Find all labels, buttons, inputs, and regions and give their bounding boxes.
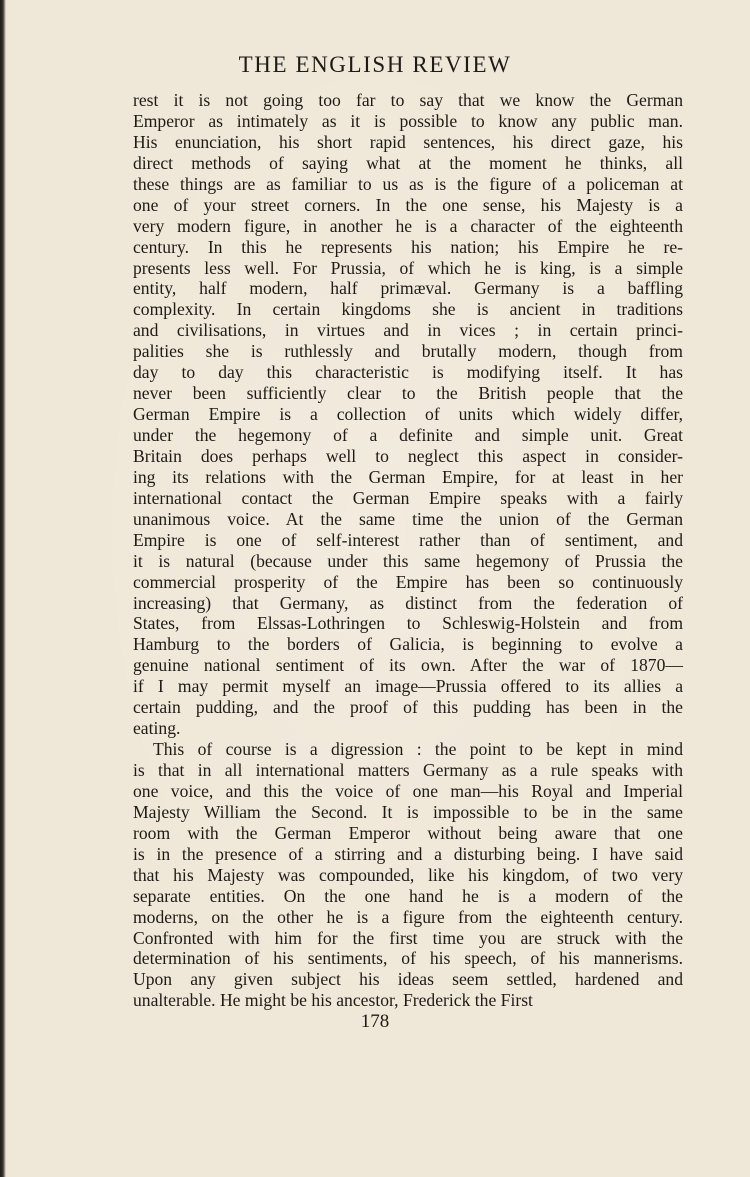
text-line: these things are as familiar to us as is the figure of a policeman at: [133, 173, 683, 194]
text-line: complexity. In certain kingdoms she is ancient in traditions: [133, 299, 683, 320]
text-line: This of course is a digression : the point to be kept in mind: [153, 739, 683, 760]
text-line: Confronted with him for the first time you are struck with the: [133, 927, 683, 948]
text-line: Upon any given subject his ideas seem settled, hardened and: [133, 969, 683, 990]
text-line: German Empire is a collection of units which widely differ,: [133, 404, 683, 425]
text-line: under the hegemony of a definite and simple unit. Great: [133, 425, 683, 445]
text-line: separate entities. On the one hand he is a modern of the: [133, 885, 683, 906]
text-line: Britain does perhaps well to neglect this aspect in consider-: [133, 445, 683, 466]
text-line: presents less well. For Prussia, of which he is king, is a simple: [133, 257, 683, 278]
text-line: genuine national sentiment of its own. After the war of 1870—: [133, 655, 683, 676]
running-head: THE ENGLISH REVIEW: [238, 52, 512, 77]
text-line: Hamburg to the borders of Galicia, is beginning to evolve a: [133, 634, 683, 655]
text-line: very modern figure, in another he is a character of the eighteenth: [133, 215, 683, 236]
text-line: it is natural (because under this same hegemony of Prussia the: [133, 550, 683, 571]
page-binding-edge: [0, 0, 6, 1177]
text-line: increasing) that Germany, as distinct from the federation of: [133, 592, 683, 613]
text-line: international contact the German Empire speaks with a fairly: [133, 487, 683, 508]
page-number: 178: [360, 1011, 390, 1032]
text-line: commercial prosperity of the Empire has been so continuously: [133, 571, 683, 592]
text-line: is that in all international matters Germany as a rule speaks with: [133, 760, 683, 780]
text-line: moderns, on the other he is a figure from the eighteenth century.: [133, 906, 683, 927]
text-line: Emperor as intimately as it is possible to know any public man.: [133, 110, 683, 131]
body-text: [133, 90, 683, 1011]
paragraph: [133, 739, 683, 1011]
text-line: States, from Elssas-Lothringen to Schleswig-Holstein and from: [133, 613, 683, 634]
text-line: eating.: [133, 718, 181, 739]
text-line: is in the presence of a stirring and a disturbing being. I have said: [133, 843, 683, 864]
text-line: room with the German Emperor without being aware that one: [133, 822, 683, 843]
text-line: direct methods of saying what at the moment he thinks, all: [133, 152, 683, 173]
text-line: Majesty William the Second. It is impossible to be in the same: [133, 801, 683, 822]
text-line: entity, half modern, half primæval. Germany is a baffling: [133, 278, 683, 299]
text-line: certain pudding, and the proof of this pudding has been in the: [133, 697, 683, 718]
text-line: Empire is one of self-interest rather than of sentiment, and: [133, 529, 683, 550]
text-line: one voice, and this the voice of one man—his Royal and Imperial: [133, 780, 683, 801]
text-line: one of your street corners. In the one sense, his Majesty is a: [133, 194, 683, 215]
text-line: and civilisations, in virtues and in vices ; in certain princi-: [133, 320, 683, 341]
text-line: palities she is ruthlessly and brutally modern, though from: [133, 341, 683, 362]
text-line: rest it is not going too far to say that we know the German: [133, 90, 683, 110]
text-line: unalterable. He might be his ancestor, Frederick the First: [133, 990, 533, 1011]
text-line: never been sufficiently clear to the British people that the: [133, 383, 683, 404]
text-line: century. In this he represents his nation; his Empire he re-: [133, 236, 683, 257]
text-line: that his Majesty was compounded, like his kingdom, of two very: [133, 864, 683, 885]
text-line: determination of his sentiments, of his speech, of his mannerisms.: [133, 948, 683, 969]
text-line: His enunciation, his short rapid sentences, his direct gaze, his: [133, 131, 683, 152]
text-line: if I may permit myself an image—Prussia offered to its allies a: [133, 676, 683, 697]
text-line: unanimous voice. At the same time the union of the German: [133, 508, 683, 529]
text-line: ing its relations with the German Empire, for at least in her: [133, 466, 683, 487]
text-line: day to day this characteristic is modifying itself. It has: [133, 362, 683, 383]
paragraph: [133, 90, 683, 739]
